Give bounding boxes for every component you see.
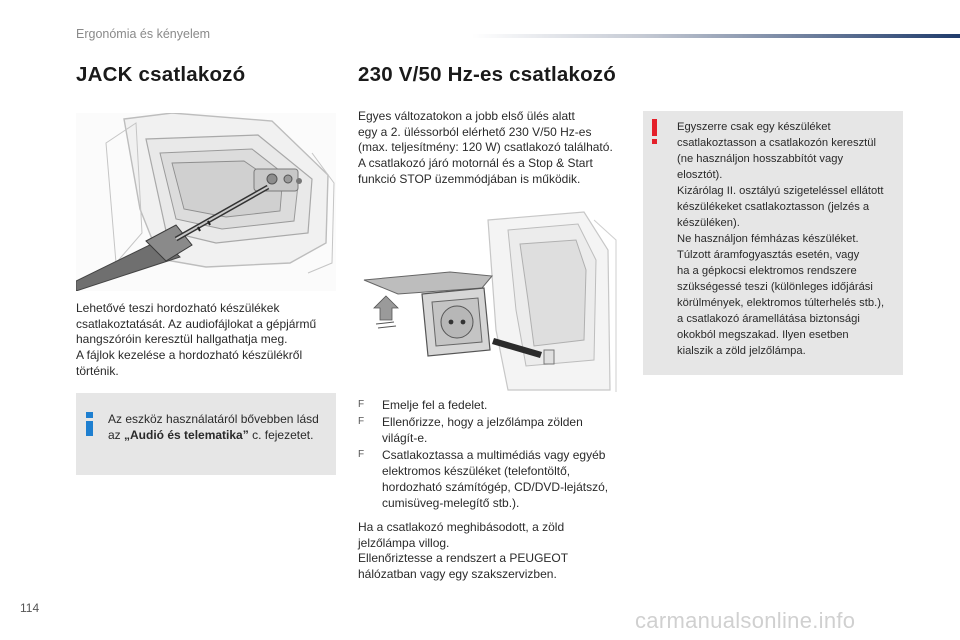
jack-illustration — [76, 113, 336, 291]
jack-title: JACK csatlakozó — [76, 63, 246, 86]
socket-intro — [358, 109, 638, 188]
warning-line: a csatlakozó áramellátása biztonsági — [677, 313, 860, 325]
step-line: Emelje fel a fedelet. — [382, 398, 488, 412]
step-marker: F — [358, 449, 365, 460]
fault-line: hálózatban vagy egy szakszervizben. — [358, 567, 557, 582]
socket-intro-line: A csatlakozó járó motornál és a Stop & Start — [358, 156, 593, 171]
jack-body-line: csatlakoztatását. Az audiofájlokat a gépjármű — [76, 316, 317, 331]
socket-illustration — [358, 210, 618, 392]
watermark: carmanualsonline.info — [635, 608, 856, 633]
jack-body-line: Lehetővé teszi hordozható készülékek — [76, 301, 280, 315]
socket-steps — [358, 397, 628, 512]
warning-text — [677, 119, 901, 359]
fault-line: Ellenőriztesse a rendszert a PEUGEOT — [358, 551, 569, 566]
info-line-1: Az eszköz használatáról bővebben lásd — [108, 412, 319, 426]
warning-line: okokból megszakad. Ilyen esetben — [677, 329, 849, 341]
fault-text — [358, 520, 638, 583]
info-box — [76, 393, 336, 475]
socket-intro-line: egy a 2. üléssorból elérhető 230 V/50 Hz-es — [358, 124, 592, 139]
socket-intro-line: Egyes változatokon a jobb első ülés alatt — [358, 109, 575, 123]
warning-line: elosztót). — [677, 169, 723, 181]
warning-line: ha a gépkocsi elektromos rendszere — [677, 265, 857, 277]
jack-body-line: történik. — [76, 363, 119, 378]
step-line: hordozható számítógép, CD/DVD-lejátszó, — [382, 480, 609, 494]
info-text — [108, 411, 330, 443]
info-icon — [85, 412, 93, 436]
warning-line: szükségessé teszi (különleges időjárási — [677, 281, 873, 293]
step-line: cumisüveg-melegítő stb.). — [382, 496, 520, 510]
warning-line: Kizárólag II. osztályú szigeteléssel ellátott — [677, 185, 884, 197]
warning-line: kialszik a zöld jelzőlámpa. — [677, 345, 806, 357]
step-item — [358, 397, 628, 413]
step-marker: F — [358, 416, 365, 427]
warning-box — [643, 111, 903, 375]
info-prefix: az — [108, 428, 125, 442]
step-line: elektromos készüléket (telefontöltő, — [382, 464, 571, 478]
warning-line: körülmények, elektromos túlterhelés stb.), — [677, 297, 885, 309]
step-item — [358, 414, 628, 446]
warning-line: készülékeket csatlakoztasson (jelzés a — [677, 201, 870, 213]
fault-line: Ha a csatlakozó meghibásodott, a zöld — [358, 520, 565, 534]
info-suffix: c. fejezetet. — [248, 428, 314, 442]
header-gradient-bar — [472, 34, 960, 38]
fault-line: jelzőlámpa villog. — [358, 535, 450, 550]
warning-line: Túlzott áramfogyasztás esetén, vagy — [677, 249, 860, 261]
jack-body-text — [76, 301, 346, 380]
socket-title: 230 V/50 Hz-es csatlakozó — [358, 63, 616, 86]
socket-intro-line: (max. teljesítmény: 120 W) csatlakozó található. — [358, 140, 613, 155]
warning-icon — [652, 119, 660, 145]
jack-body-line: hangszóróin keresztül hallgathatja meg. — [76, 332, 288, 347]
warning-line: Egyszerre csak egy készüléket — [677, 121, 831, 133]
step-marker: F — [358, 399, 365, 410]
page-number: 114 — [20, 601, 40, 615]
info-line-2 — [108, 427, 330, 443]
step-line: világít-e. — [382, 431, 428, 445]
step-item — [358, 447, 628, 511]
warning-line: készüléken). — [677, 217, 740, 229]
info-chapter-link: „Audió és telematika” — [124, 428, 249, 442]
step-line: Ellenőrizze, hogy a jelzőlámpa zölden — [382, 415, 583, 429]
step-line: Csatlakoztassa a multimédiás vagy egyéb — [382, 448, 606, 462]
section-header: Ergonómia és kényelem — [76, 27, 211, 41]
jack-body-line: A fájlok kezelése a hordozható készülékről — [76, 348, 303, 363]
warning-line: Ne használjon fémházas készüléket. — [677, 233, 859, 245]
warning-line: (ne használjon hosszabbítót vagy — [677, 153, 844, 165]
socket-intro-line: funkció STOP üzemmódjában is működik. — [358, 171, 581, 186]
warning-line: csatlakoztasson a csatlakozón keresztül — [677, 137, 876, 149]
